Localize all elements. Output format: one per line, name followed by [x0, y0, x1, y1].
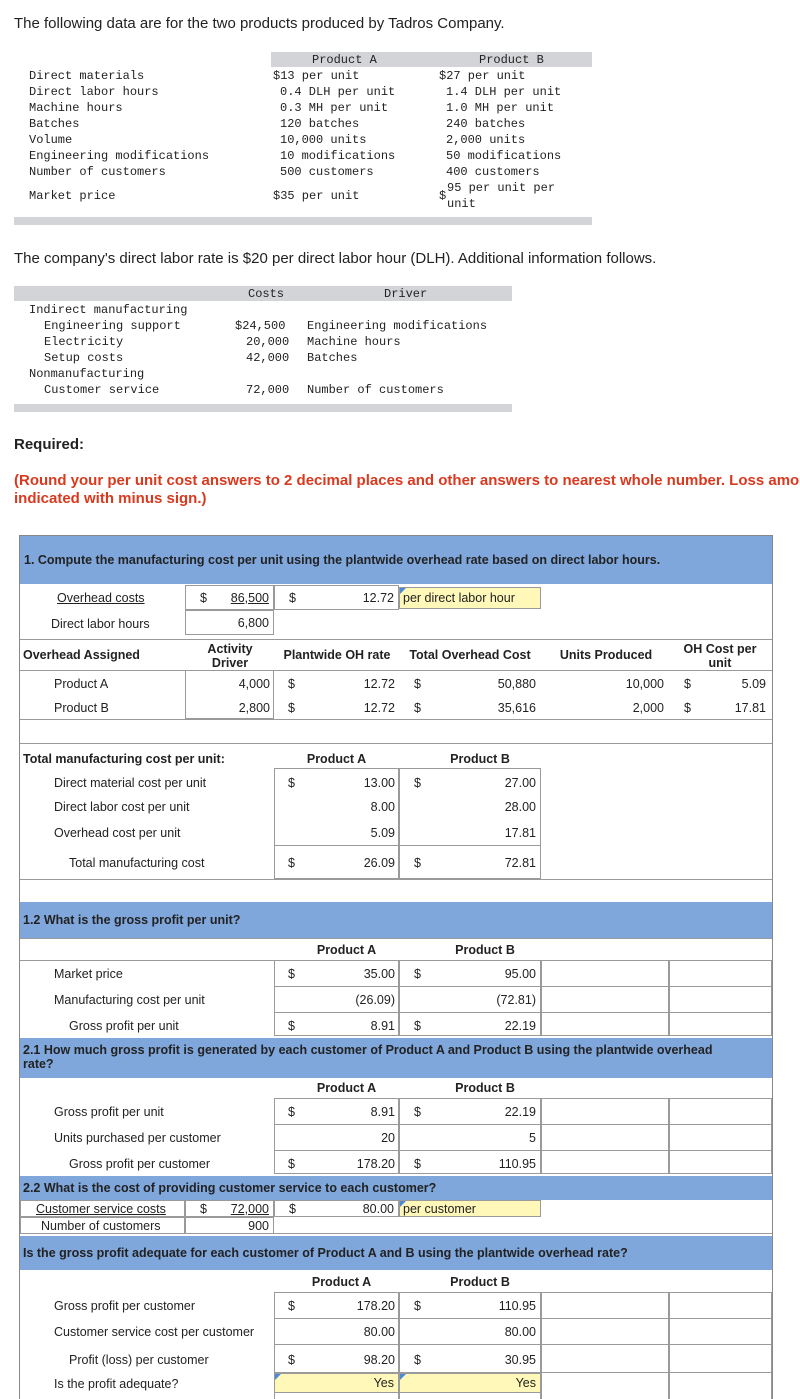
q22-heading: 2.2 What is the cost of providing customer service to each customer?	[23, 1181, 437, 1195]
cost-row-driver: Number of customers	[307, 383, 444, 397]
dollar-sign: $	[200, 591, 207, 605]
oh-per-unit-b: 17.81	[734, 701, 766, 715]
row-b: 1.4 DLH per unit	[446, 85, 562, 99]
units-b: 2,000	[632, 701, 664, 715]
dollar-sign: $	[288, 1353, 295, 1367]
row-b-cont: unit	[447, 197, 476, 211]
gp-b: (72.81)	[496, 993, 536, 1007]
rate-a: 12.72	[363, 677, 395, 691]
cost-row-label: Indirect manufacturing	[29, 303, 188, 317]
rate-b: 12.72	[363, 701, 395, 715]
overhead-costs-value: 86,500	[230, 591, 269, 605]
hdr-activity-driver: Activity Driver	[207, 642, 253, 670]
cost-row-cost: 72,000	[246, 383, 290, 397]
adequacy-heading: Is the gross profit adequate for each customer of Product A and B using the plantwide overhead rate?	[23, 1246, 628, 1260]
cost-row-label: Engineering support	[44, 319, 181, 333]
row-b: $27 per unit	[439, 69, 526, 83]
row-a: 10,000 units	[280, 133, 367, 147]
dollar-sign: $	[414, 1353, 421, 1367]
units-a: 10,000	[625, 677, 664, 691]
gpc-blank-col[interactable]	[541, 1098, 669, 1174]
dollar-sign: $	[414, 677, 421, 691]
cost-row-label: Setup costs	[44, 351, 124, 365]
plantwide-rate-value: 12.72	[362, 591, 394, 605]
gpc-b: 5	[529, 1131, 536, 1145]
adequate-b-select[interactable]	[399, 1373, 541, 1393]
adequate-a-select[interactable]	[274, 1373, 399, 1393]
dollar-sign: $	[288, 677, 295, 691]
col-product-b: Product B	[479, 53, 544, 67]
nc-label: Number of customers	[41, 1219, 161, 1233]
dollar-sign: $	[414, 1105, 421, 1119]
row-label: Batches	[29, 117, 80, 131]
row-b: 240 batches	[446, 117, 526, 131]
intro-text: The following data are for the two products produced by Tadros Company.	[14, 15, 505, 32]
col-driver: Driver	[384, 287, 428, 301]
gpc-b: 110.95	[498, 1157, 536, 1171]
gp-b: 95.00	[504, 967, 536, 981]
pl-label: Gross profit per customer	[54, 1299, 196, 1313]
dollar-sign: $	[288, 967, 295, 981]
rounding-note: (Round your per unit cost answers to 2 decimal places and other answers to nearest whole number. Loss amo	[14, 472, 800, 489]
pl-blank-col-2[interactable]	[669, 1292, 772, 1399]
plantwide-rate-output	[274, 585, 399, 610]
pl-label: Customer service cost per customer	[54, 1325, 255, 1339]
dollar-sign: $	[414, 967, 421, 981]
q21-heading: 2.1 How much gross profit is generated by each customer of Product A and Product B using the plantwide overhead	[23, 1043, 713, 1057]
tmc-b: 72.81	[504, 856, 536, 870]
hdr-total-overhead: Total Overhead Cost	[409, 648, 531, 662]
cost-row-cost: $24,500	[235, 319, 286, 333]
gp-col-b: Product B	[455, 943, 515, 957]
overhead-costs-input[interactable]	[185, 585, 274, 610]
rounding-note-cont: indicated with minus sign.)	[14, 490, 207, 507]
cost-row-label: Electricity	[44, 335, 124, 349]
total-oh-a: 50,880	[497, 677, 536, 691]
gpc-label: Units purchased per customer	[54, 1131, 221, 1145]
required-heading: Required:	[14, 436, 85, 453]
gpc-col-a: Product A	[316, 1081, 377, 1095]
gp-col-a: Product A	[316, 943, 377, 957]
gp-blank-col-2[interactable]	[669, 960, 772, 1036]
pl-col-a: Product A	[311, 1275, 372, 1289]
tmc-a: 13.00	[363, 776, 395, 790]
overhead-costs-label: Overhead costs	[57, 591, 145, 605]
tmc-label: Overhead cost per unit	[54, 826, 181, 840]
dlh-label: Direct labor hours	[51, 617, 150, 631]
tmc-b: 27.00	[504, 776, 536, 790]
assign-label-b: Product B	[54, 701, 109, 715]
row-b: 1.0 MH per unit	[446, 101, 555, 115]
q1-heading: 1. Compute the manufacturing cost per unit using the plantwide overhead rate based on direct labor hours.	[24, 553, 661, 567]
tmc-b: 17.81	[504, 826, 536, 840]
gpc-a: 178.20	[356, 1157, 395, 1171]
row-label: Engineering modifications	[29, 149, 210, 163]
dollar-sign: $	[414, 776, 421, 790]
rate-unit-select[interactable]	[399, 587, 541, 609]
pl-b: 110.95	[498, 1299, 536, 1313]
dollar-sign: $	[684, 677, 691, 691]
gp-a: (26.09)	[355, 993, 395, 1007]
pl-a: 98.20	[363, 1353, 395, 1367]
cost-row-driver: Batches	[307, 351, 358, 365]
cs-input[interactable]	[185, 1200, 274, 1217]
gp-label: Manufacturing cost per unit	[54, 993, 205, 1007]
row-label: Number of customers	[29, 165, 166, 179]
row-a: 500 customers	[280, 165, 374, 179]
row-a: 120 batches	[280, 117, 360, 131]
dollar-sign: $	[288, 1019, 295, 1033]
gpc-a: 20	[381, 1131, 395, 1145]
product-data-table	[14, 52, 592, 225]
hdr-overhead-assigned: Overhead Assigned	[23, 648, 140, 662]
pl-label: Is the profit adequate?	[54, 1377, 179, 1391]
tmc-a: 26.09	[363, 856, 395, 870]
pl-a: 178.20	[356, 1299, 395, 1313]
worksheet	[19, 535, 773, 1399]
row-label: Market price	[29, 189, 116, 203]
row-a: 0.3 MH per unit	[280, 101, 389, 115]
row-b: 400 customers	[446, 165, 540, 179]
dollar-sign: $	[288, 1299, 295, 1313]
row-a: 10 modifications	[280, 149, 396, 163]
hdr-plantwide-rate: Plantwide OH rate	[283, 648, 391, 662]
driver-a: 4,000	[238, 677, 270, 691]
nc-label-cell	[20, 1217, 185, 1234]
col-product-a: Product A	[312, 53, 377, 67]
cs-result-value: 80.00	[362, 1202, 394, 1216]
dlh-value: 6,800	[237, 616, 269, 630]
nc-value: 900	[248, 1219, 269, 1233]
row-label: Direct materials	[29, 69, 145, 83]
cost-driver-table	[14, 286, 512, 412]
dollar-sign: $	[288, 1157, 295, 1171]
pl-col-b: Product B	[450, 1275, 510, 1289]
dollar-sign: $	[414, 701, 421, 715]
col-costs: Costs	[248, 287, 285, 301]
row-b: 2,000 units	[446, 133, 526, 147]
cs-unit-select[interactable]	[399, 1200, 541, 1217]
gpc-label: Gross profit per customer	[69, 1157, 211, 1171]
dollar-sign: $	[414, 856, 421, 870]
nc-input[interactable]	[185, 1217, 274, 1234]
q12-heading: 1.2 What is the gross profit per unit?	[23, 913, 241, 927]
row-label: Machine hours	[29, 101, 123, 115]
tmc-b: 28.00	[504, 800, 536, 814]
rate-text: The company's direct labor rate is $20 per direct labor hour (DLH). Additional information follows.	[14, 250, 657, 267]
tmc-title: Total manufacturing cost per unit:	[23, 752, 225, 766]
cs-result	[274, 1200, 399, 1217]
dollar-sign: $	[200, 1202, 207, 1216]
pl-b: 80.00	[504, 1325, 536, 1339]
assign-label-a: Product A	[54, 677, 109, 691]
cs-label: Customer service costs	[36, 1202, 166, 1216]
hdr-units-produced: Units Produced	[559, 648, 653, 662]
dollar-sign: $	[414, 1299, 421, 1313]
gpc-b: 22.19	[504, 1105, 536, 1119]
pl-label: Profit (loss) per customer	[69, 1353, 209, 1367]
total-oh-b: 35,616	[497, 701, 536, 715]
gp-b: 22.19	[504, 1019, 536, 1033]
cost-row-label: Nonmanufacturing	[29, 367, 145, 381]
driver-b: 2,800	[238, 701, 270, 715]
row-b: 95 per unit per	[447, 181, 556, 195]
tmc-a: 8.00	[370, 800, 395, 814]
cs-label-cell	[20, 1200, 185, 1217]
dollar-sign: $	[289, 1202, 296, 1216]
row-b: 50 modifications	[446, 149, 562, 163]
dollar-sign: $	[289, 591, 296, 605]
oh-per-unit-a: 5.09	[741, 677, 766, 691]
tmc-label: Direct labor cost per unit	[54, 800, 190, 814]
cost-row-driver: Machine hours	[307, 335, 401, 349]
dollar-sign: $	[288, 856, 295, 870]
row-b-dollar: $	[439, 189, 447, 203]
cost-row-cost: 42,000	[246, 351, 290, 365]
gpc-a: 8.91	[370, 1105, 395, 1119]
gp-blank-col[interactable]	[541, 960, 669, 1036]
gpc-blank-col-2[interactable]	[669, 1098, 772, 1174]
pl-blank-col[interactable]	[541, 1292, 669, 1399]
row-label: Volume	[29, 133, 73, 147]
tmc-label: Direct material cost per unit	[54, 776, 207, 790]
dollar-sign: $	[288, 776, 295, 790]
pl-b: 30.95	[504, 1353, 536, 1367]
row-a: 0.4 DLH per unit	[280, 85, 396, 99]
tmc-label: Total manufacturing cost	[69, 856, 205, 870]
hdr-oh-cost-per-unit: OH Cost per unit	[683, 642, 757, 670]
cost-row-cost: 20,000	[246, 335, 290, 349]
pl-a: 80.00	[363, 1325, 395, 1339]
cs-value: 72,000	[230, 1202, 269, 1216]
gpc-col-b: Product B	[455, 1081, 515, 1095]
tmc-col-a: Product A	[306, 752, 367, 766]
gp-a: 35.00	[363, 967, 395, 981]
cost-row-label: Customer service	[44, 383, 160, 397]
adequate-b: Yes	[515, 1376, 536, 1390]
dlh-input[interactable]	[185, 610, 274, 635]
dollar-sign: $	[414, 1019, 421, 1033]
row-label: Direct labor hours	[29, 85, 159, 99]
gp-label: Gross profit per unit	[69, 1019, 179, 1033]
tmc-col-b: Product B	[450, 752, 510, 766]
row-a: $13 per unit	[273, 69, 360, 83]
dollar-sign: $	[684, 701, 691, 715]
gp-a: 8.91	[370, 1019, 395, 1033]
dollar-sign: $	[288, 701, 295, 715]
tmc-a: 5.09	[370, 826, 395, 840]
dollar-sign: $	[414, 1157, 421, 1171]
gp-label: Market price	[54, 967, 123, 981]
gpc-label: Gross profit per unit	[54, 1105, 164, 1119]
q21-heading-cont: rate?	[23, 1057, 54, 1071]
rate-unit-text: per direct labor hour	[403, 591, 515, 605]
row-a: $35 per unit	[273, 189, 360, 203]
adequate-a: Yes	[373, 1376, 394, 1390]
cost-row-driver: Engineering modifications	[307, 319, 488, 333]
dollar-sign: $	[288, 1105, 295, 1119]
cs-unit: per customer	[403, 1202, 476, 1216]
